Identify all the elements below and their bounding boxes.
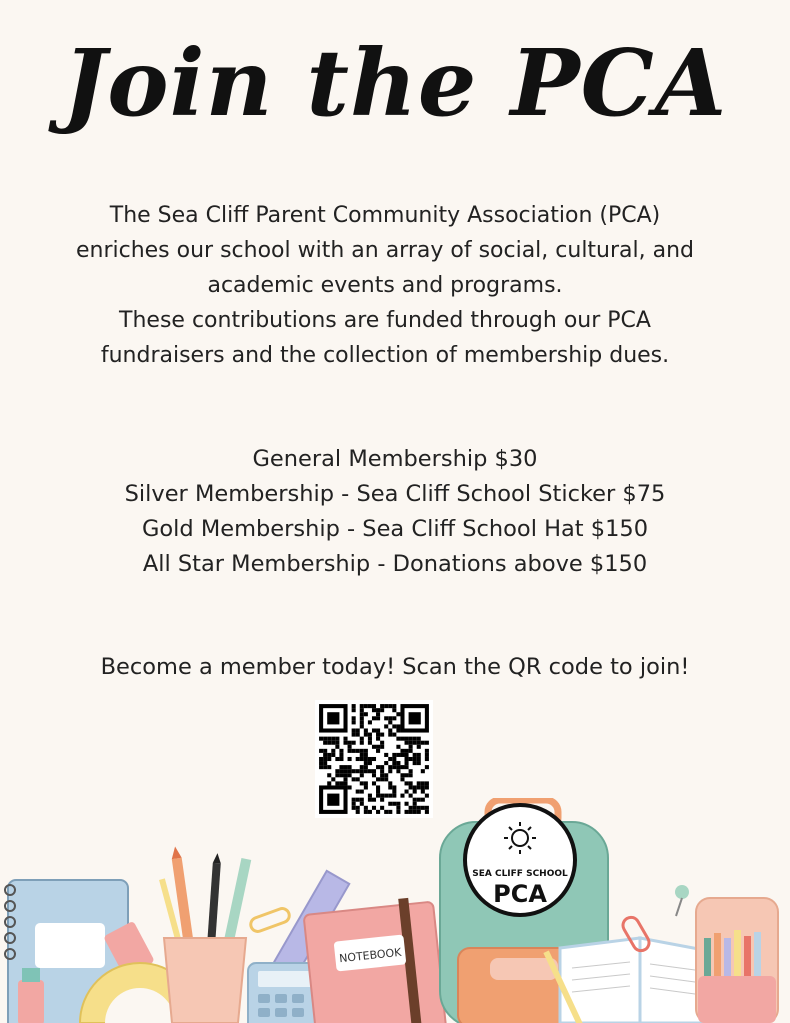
paperclip-icon <box>249 907 291 934</box>
school-supplies-illustration <box>0 798 790 1023</box>
pushpin-icon <box>675 885 689 916</box>
tier-gold: Gold Membership - Sea Cliff School Hat $150 <box>141 516 649 542</box>
badge-school-name: SEA CLIFF SCHOOL <box>472 869 568 879</box>
page-title: Join the PCA <box>62 29 728 137</box>
notebook-icon <box>304 898 447 1023</box>
intro-text <box>30 198 740 373</box>
intro-line: These contributions are funded through our PCA <box>119 308 651 333</box>
membership-tiers <box>30 442 760 582</box>
intro-line: enriches our school with an array of social, cultural, and <box>75 238 695 263</box>
open-book-icon <box>543 938 720 1023</box>
intro-line: academic events and programs. <box>207 273 563 298</box>
tier-all-star: All Star Membership - Donations above $150 <box>142 551 648 577</box>
intro-line: fundraisers and the collection of membership dues. <box>100 343 670 368</box>
notebook-label: NOTEBOOK <box>338 945 402 966</box>
tier-silver: Silver Membership - Sea Cliff School Sticker $75 <box>124 481 666 507</box>
pencil-cup-icon <box>159 846 251 1023</box>
intro-line: The Sea Cliff Parent Community Association (PCA) <box>109 203 661 228</box>
tier-general: General Membership $30 <box>252 446 538 472</box>
badge-pca: PCA <box>493 880 547 908</box>
call-to-action: Become a member today! Scan the QR code to join! <box>100 654 690 680</box>
pencil-box-icon <box>696 898 778 1023</box>
